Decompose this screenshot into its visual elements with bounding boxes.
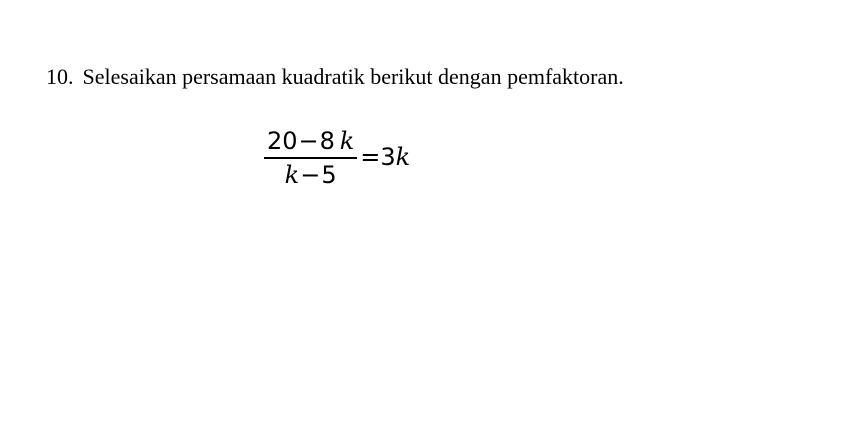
numerator-operator: − [298,127,319,155]
denominator-constant: 5 [321,160,337,189]
question-10 [46,63,624,91]
rhs-variable: k [395,142,411,171]
fraction [264,126,357,190]
denominator-operator: − [300,160,321,189]
numerator-variable: k [339,127,355,155]
fraction-numerator [264,126,357,157]
numerator-constant: 20 [267,127,298,155]
question-number: 10. [46,64,74,89]
question-text: Selesaikan persamaan kuadratik berikut dengan pemfaktoran. [82,64,624,89]
equals-sign: = [360,142,381,171]
fraction-denominator [282,159,340,190]
rhs-coefficient: 3 [380,142,396,171]
equation [264,126,410,190]
equation-rhs [360,142,410,172]
denominator-variable: k [284,160,300,189]
numerator-coefficient: 8 [319,127,335,155]
